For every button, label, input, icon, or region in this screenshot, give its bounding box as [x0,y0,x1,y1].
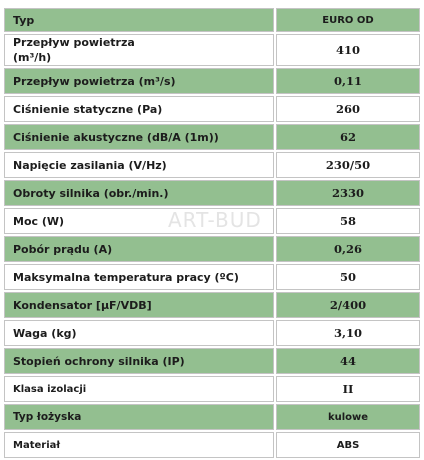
table-row [4,348,420,374]
spec-table-container [2,6,422,460]
table-row [4,432,420,458]
row-value: 58 [276,208,420,234]
table-row [4,292,420,318]
row-label: Kondensator [µF/VDB] [4,292,274,318]
row-value: II [276,376,420,402]
row-value: ABS [276,432,420,458]
row-value: 2/400 [276,292,420,318]
row-label: Obroty silnika (obr./min.) [4,180,274,206]
table-row [4,68,420,94]
row-value: 3,10 [276,320,420,346]
table-row [4,124,420,150]
row-label: Materiał [4,432,274,458]
table-row [4,208,420,234]
table-row [4,96,420,122]
row-label: Przepływ powietrza (m³/s) [4,68,274,94]
row-label: Moc (W) [4,208,274,234]
row-label: Typ łożyska [4,404,274,430]
header-label: Typ [4,8,274,32]
header-value: EURO OD [276,8,420,32]
table-row [4,264,420,290]
row-label: Ciśnienie akustyczne (dB/A (1m)) [4,124,274,150]
row-label: Ciśnienie statyczne (Pa) [4,96,274,122]
table-header-row [4,8,420,32]
watermark-text: ART-BUD [168,208,262,232]
row-value: 0,11 [276,68,420,94]
row-value: 0,26 [276,236,420,262]
spec-table [2,6,422,460]
row-label: Stopień ochrony silnika (IP) [4,348,274,374]
row-value: 2330 [276,180,420,206]
table-row [4,320,420,346]
row-label: Klasa izolacji [4,376,274,402]
row-label: Pobór prądu (A) [4,236,274,262]
table-row [4,404,420,430]
row-label: Przepływ powietrza (m³/h) [4,34,274,66]
row-label: Napięcie zasilania (V/Hz) [4,152,274,178]
table-row [4,180,420,206]
row-label: Waga (kg) [4,320,274,346]
row-value: 62 [276,124,420,150]
row-value: 230/50 [276,152,420,178]
row-value: kulowe [276,404,420,430]
row-value: 44 [276,348,420,374]
table-row [4,376,420,402]
table-row [4,236,420,262]
table-row [4,34,420,66]
table-row [4,152,420,178]
row-label: Maksymalna temperatura pracy (ºC) [4,264,274,290]
row-value: 50 [276,264,420,290]
row-value: 410 [276,34,420,66]
row-value: 260 [276,96,420,122]
